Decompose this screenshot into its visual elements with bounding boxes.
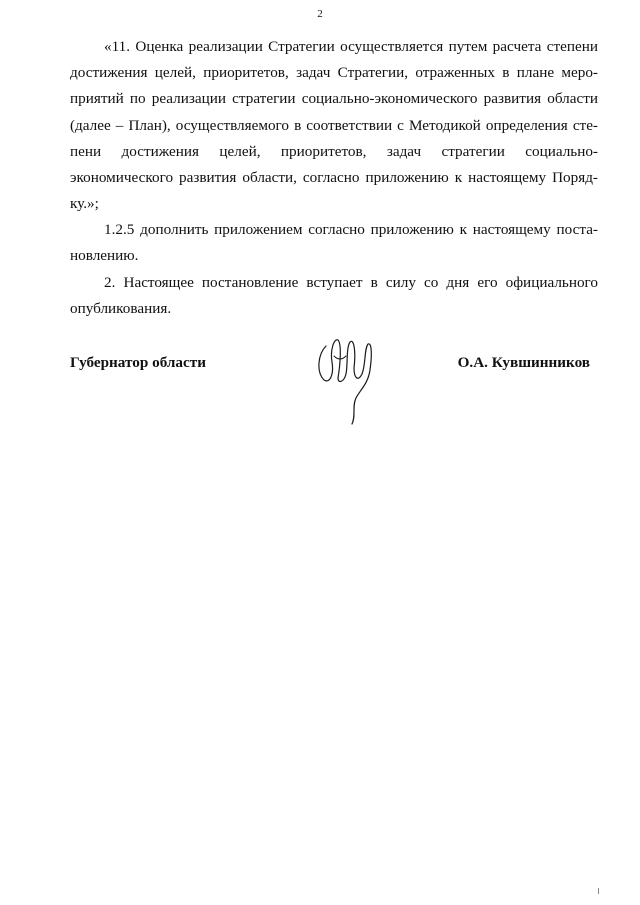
text-line: опубликования. xyxy=(70,300,172,318)
text-line: приятий по реализации стратегии социально-экономического развития области xyxy=(70,90,598,108)
handwritten-signature xyxy=(312,326,380,426)
text-line: 1.2.5 дополнить приложением согласно приложению к настоящему поста- xyxy=(104,221,598,238)
signatory-title: Губернатор области xyxy=(70,354,206,371)
text-line: достижения целей, приоритетов, задач Стратегии, отраженных в плане меро- xyxy=(70,64,598,82)
paragraph-entry-into-force xyxy=(70,270,598,322)
paragraph-appendix-addition xyxy=(70,217,598,269)
page-number: 2 xyxy=(317,8,323,20)
text-line: «11. Оценка реализации Стратегии осуществляется путем расчета степени xyxy=(104,38,598,55)
text-line: экономического развития области, согласно приложению к настоящему Поряд- xyxy=(70,169,598,187)
text-line: (далее – План), осуществляемого в соответствии с Методикой определения сте- xyxy=(70,116,598,134)
text-line: 2. Настоящее постановление вступает в силу со дня его официального xyxy=(104,274,598,291)
signatory-name: О.А. Кувшинников xyxy=(457,354,590,371)
text-line: новлению. xyxy=(70,247,139,265)
text-line: ку.»; xyxy=(70,195,99,213)
text-line: пени достижения целей, приоритетов, задач стратегии социально- xyxy=(70,142,598,160)
paragraph-strategy-evaluation xyxy=(70,34,598,217)
scan-margin-mark xyxy=(598,888,599,894)
